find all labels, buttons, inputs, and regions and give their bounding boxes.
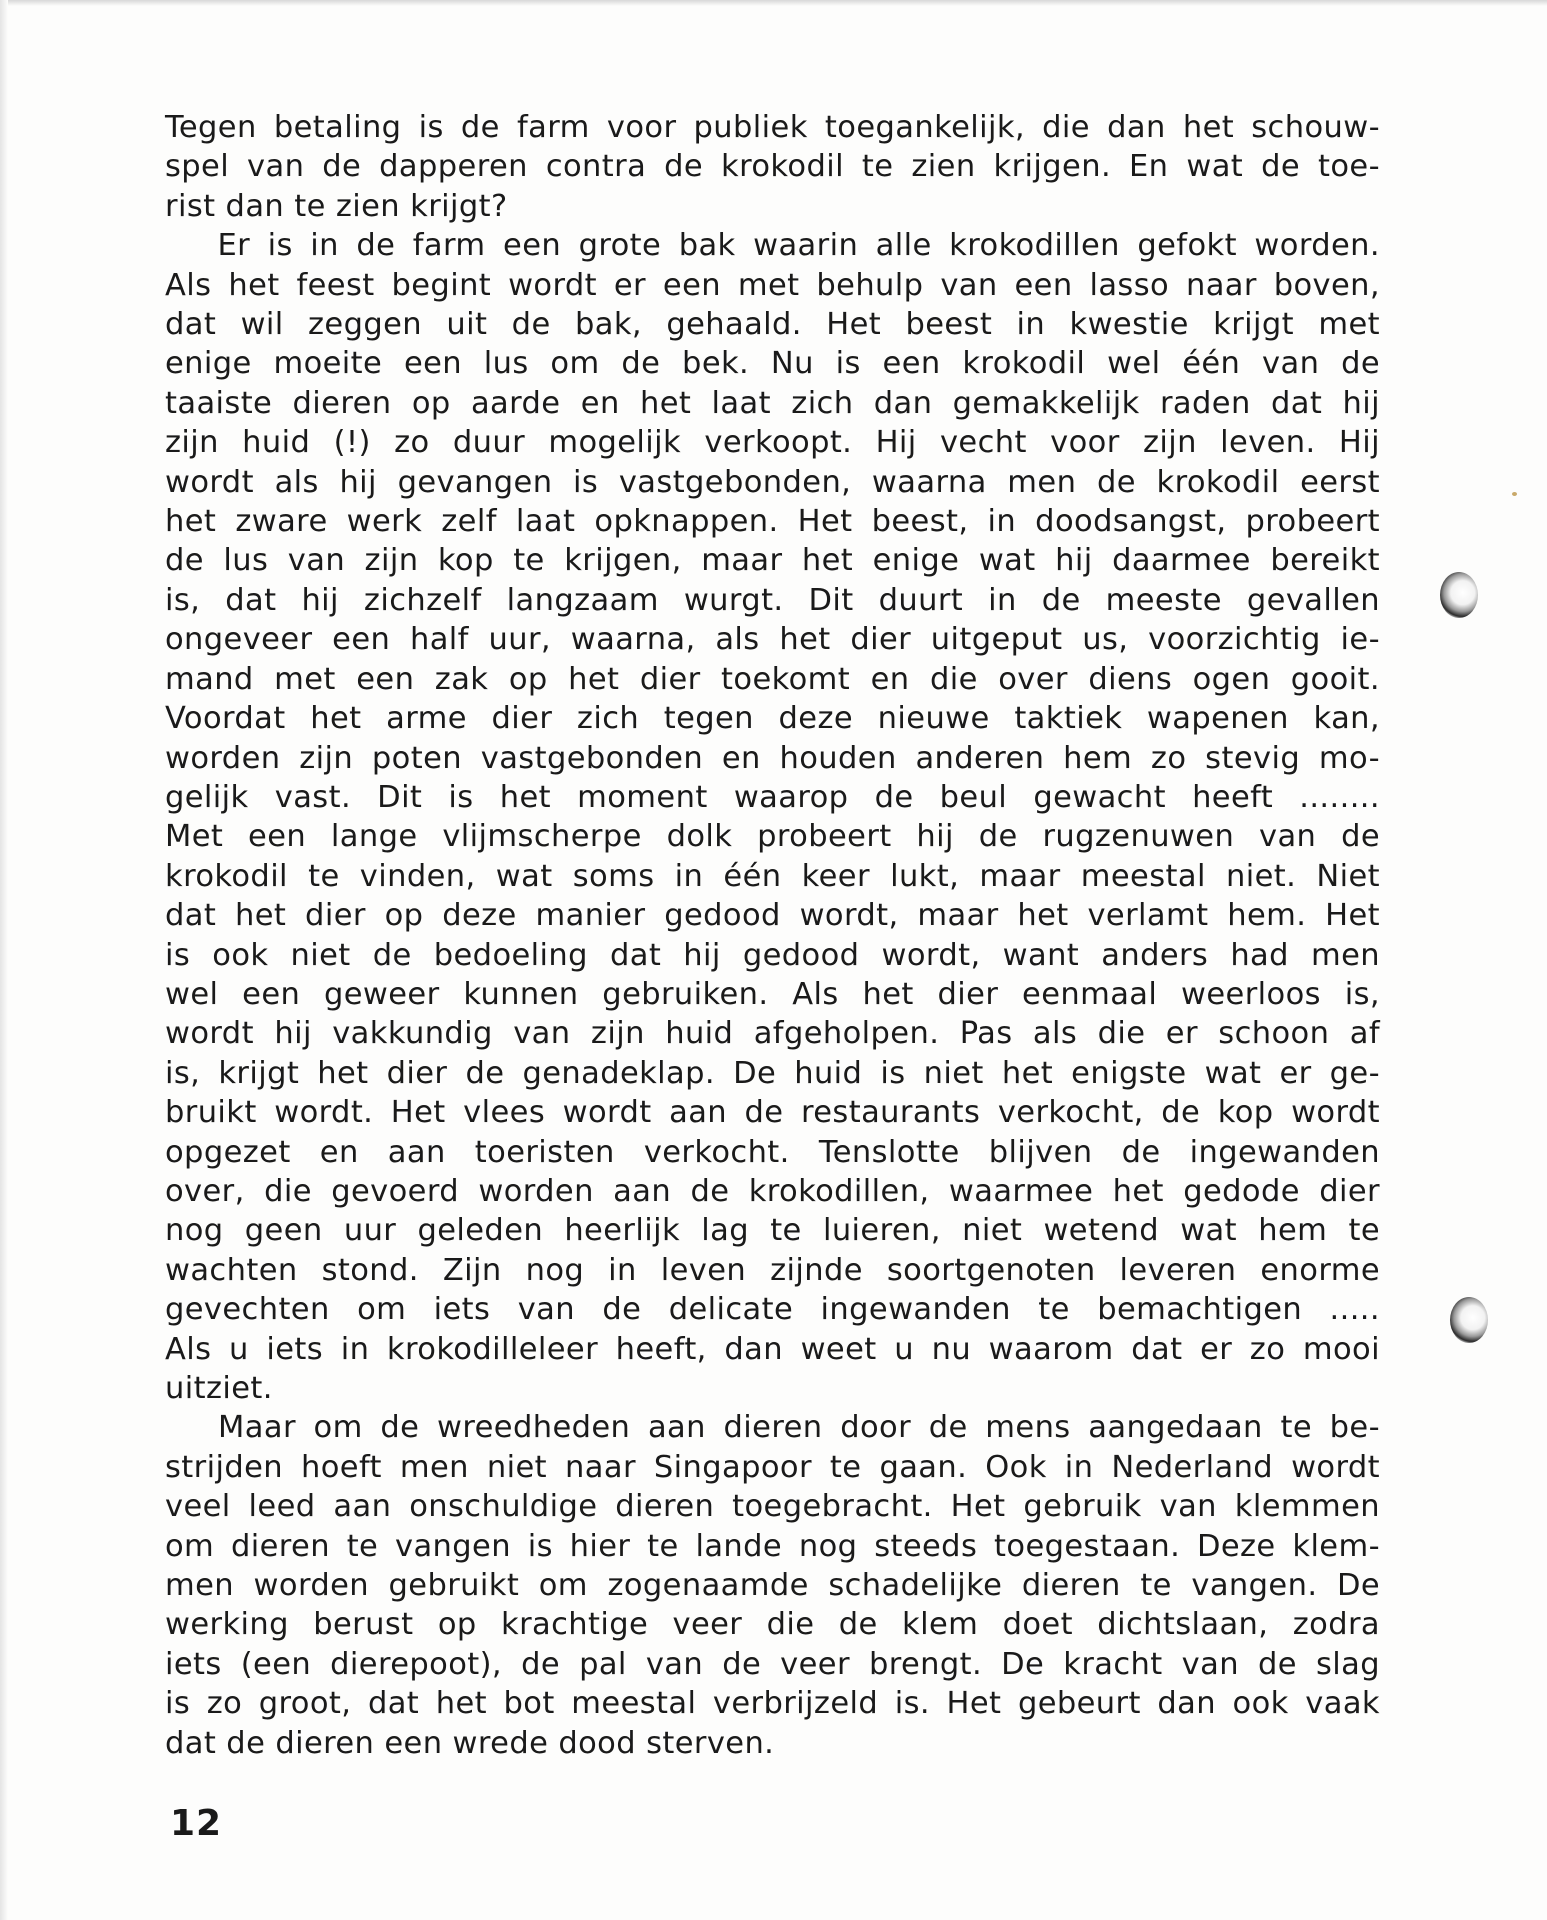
body-text	[165, 108, 1380, 1763]
text-line: dat wil zeggen uit de bak, gehaald. Het beest in kwestie krijgt met	[165, 307, 1380, 343]
text-line: gevechten om iets van de delicate ingewanden te bemachtigen .....	[165, 1292, 1380, 1328]
page-top-edge-shadow	[0, 0, 1547, 6]
text-line: Als u iets in krokodilleleer heeft, dan weet u nu waarom dat er zo mooi	[165, 1331, 1380, 1367]
text-line: zijn huid (!) zo duur mogelijk verkoopt. Hij vecht voor zijn leven. Hij	[165, 425, 1380, 461]
text-line: ongeveer een half uur, waarna, als het dier uitgeput us, voorzichtig ie-	[165, 622, 1380, 658]
text-line: veel leed aan onschuldige dieren toegebracht. Het gebruik van klemmen	[165, 1489, 1380, 1525]
text-line: nog geen uur geleden heerlijk lag te luieren, niet wetend wat hem te	[165, 1213, 1380, 1249]
text-line: bruikt wordt. Het vlees wordt aan de restaurants verkocht, de kop wordt	[165, 1095, 1380, 1131]
text-line: Als het feest begint wordt er een met behulp van een lasso naar boven,	[165, 267, 1380, 303]
punch-hole	[1440, 572, 1478, 618]
text-line: wordt als hij gevangen is vastgebonden, waarna men de krokodil eerst	[165, 464, 1380, 500]
text-line: wel een geweer kunnen gebruiken. Als het dier eenmaal weerloos is,	[165, 976, 1380, 1012]
text-line: over, die gevoerd worden aan de krokodillen, waarmee het gedode dier	[165, 1173, 1380, 1209]
paper-speck	[1512, 492, 1517, 496]
text-line: de lus van zijn kop te krijgen, maar het enige wat hij daarmee bereikt	[165, 543, 1380, 579]
text-line: gelijk vast. Dit is het moment waarop de beul gewacht heeft ........	[165, 779, 1380, 815]
text-line: enige moeite een lus om de bek. Nu is een krokodil wel één van de	[165, 346, 1380, 382]
text-line: werking berust op krachtige veer die de klem doet dichtslaan, zodra	[165, 1607, 1380, 1643]
text-line: is zo groot, dat het bot meestal verbrijzeld is. Het gebeurt dan ook vaak	[165, 1686, 1380, 1722]
text-line: worden zijn poten vastgebonden en houden anderen hem zo stevig mo-	[165, 740, 1380, 776]
text-line: opgezet en aan toeristen verkocht. Tenslotte blijven de ingewanden	[165, 1134, 1380, 1170]
text-line: rist dan te zien krijgt?	[165, 188, 508, 224]
text-line: is, dat hij zichzelf langzaam wurgt. Dit duurt in de meeste gevallen	[165, 582, 1380, 618]
text-line: Maar om de wreedheden aan dieren door de mens aangedaan te be-	[165, 1410, 1380, 1446]
text-line: wachten stond. Zijn nog in leven zijnde soortgenoten leveren enorme	[165, 1252, 1380, 1288]
page-left-edge-shadow	[0, 0, 8, 1920]
text-line: krokodil te vinden, wat soms in één keer lukt, maar meestal niet. Niet	[165, 858, 1380, 894]
text-line: strijden hoeft men niet naar Singapoor te gaan. Ook in Nederland wordt	[165, 1449, 1380, 1485]
text-line: Voordat het arme dier zich tegen deze nieuwe taktiek wapenen kan,	[165, 701, 1380, 737]
text-line: uitziet.	[165, 1371, 273, 1406]
text-line: iets (een dierepoot), de pal van de veer brengt. De kracht van de slag	[165, 1646, 1380, 1682]
text-line: is, krijgt het dier de genadeklap. De huid is niet het enigste wat er ge-	[165, 1055, 1380, 1091]
text-line: wordt hij vakkundig van zijn huid afgeholpen. Pas als die er schoon af	[165, 1016, 1380, 1052]
text-line: spel van de dapperen contra de krokodil te zien krijgen. En wat de toe-	[165, 149, 1380, 185]
text-line: men worden gebruikt om zogenaamde schadelijke dieren te vangen. De	[165, 1568, 1380, 1604]
punch-hole	[1450, 1297, 1488, 1343]
text-line: dat de dieren een wrede dood sterven.	[165, 1725, 775, 1761]
text-line: Met een lange vlijmscherpe dolk probeert hij de rugzenuwen van de	[165, 819, 1380, 855]
text-line: is ook niet de bedoeling dat hij gedood wordt, want anders had men	[165, 937, 1380, 973]
text-line: het zware werk zelf laat opknappen. Het beest, in doodsangst, probeert	[165, 504, 1380, 540]
text-line: taaiste dieren op aarde en het laat zich dan gemakkelijk raden dat hij	[165, 385, 1380, 421]
text-line: mand met een zak op het dier toekomt en die over diens ogen gooit.	[165, 661, 1380, 697]
text-line: dat het dier op deze manier gedood wordt, maar het verlamt hem. Het	[165, 898, 1380, 934]
text-line: Tegen betaling is de farm voor publiek toegankelijk, die dan het schouw-	[165, 110, 1380, 145]
text-line: Er is in de farm een grote bak waarin alle krokodillen gefokt worden.	[165, 228, 1380, 264]
page-number: 12	[170, 1803, 223, 1844]
text-line: om dieren te vangen is hier te lande nog steeds toegestaan. Deze klem-	[165, 1528, 1380, 1564]
